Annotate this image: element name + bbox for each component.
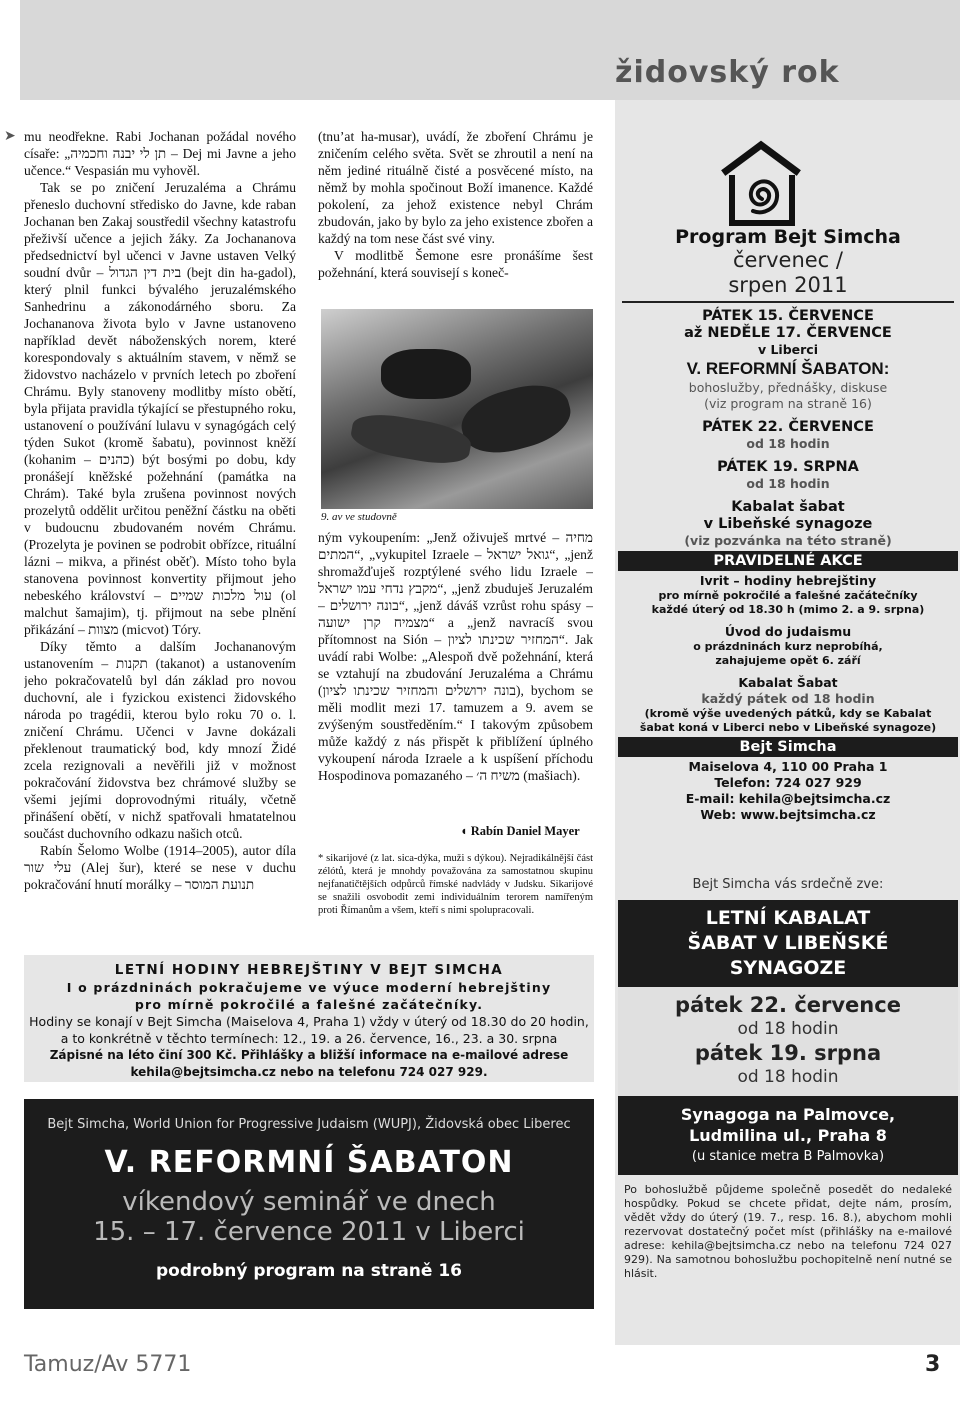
promo-title bbox=[618, 900, 958, 987]
summer-box-contact: Zápisné na léto činí 300 Kč. Přihlášky a bližší informace na e-mailové adrese bbox=[49, 1048, 569, 1062]
contact-email[interactable]: E-mail: kehila@bejtsimcha.cz bbox=[685, 791, 891, 806]
promo-dates bbox=[618, 987, 958, 1096]
header-band bbox=[20, 0, 640, 100]
program-title: Program Bejt Simcha bbox=[675, 226, 901, 248]
promo-date: pátek 19. srpna bbox=[694, 1041, 882, 1065]
program-item: (kromě výše uvedených pátků, kdy se Kabalat bbox=[644, 707, 932, 720]
program-item: od 18 hodin bbox=[746, 436, 830, 451]
seminar-organizers: Bejt Simcha, World Union for Progressive Judaism (WUPJ), Židovská obec Liberec bbox=[47, 1117, 571, 1132]
promo-date: pátek 22. července bbox=[675, 993, 901, 1017]
program-item: o prázdninách kurz neprobíhá, bbox=[693, 640, 883, 653]
program-item: (viz program na straně 16) bbox=[704, 396, 872, 411]
promo-intro: Bejt Simcha vás srdečně zve: bbox=[692, 877, 884, 892]
program-items bbox=[618, 308, 958, 549]
program-item: Ivrit – hodiny hebrejštiny bbox=[699, 573, 877, 588]
venue-sub: (u stanice metra B Palmovka) bbox=[691, 1149, 885, 1164]
article-column-2-top bbox=[318, 128, 593, 308]
summer-box-text: Hodiny se konají v Bejt Simcha (Maiselova 4, Praha 1) vždy v úterý od 18.30 do 20 hodin, bbox=[29, 1014, 589, 1029]
article-paragraph: Tak se po zničení Jeruzaléma a Chrámu přeneslo duchovní středisko do Javne, kde raban Jochanan ben Zakaj soustředil všechny katastrofu přeživší učence a jejich žáky. Za Jochananova předsednictví byl učenci v Javne ustaven Velký soudní dvůr – בית דין הגדול (bejt din ha-gadol), který plnil funkci bývalého jeruzalémského Sanhedrinu a zákonodárného sboru. Za Jochananova života bylo v Javne ustanoveno například devět náboženských norem, které korespondovaly s aktuálním stavem, v němž se židovstvo nacházelo v prvních letech po zboření Chrámu. Byly stanoveny modlitby místo obětí, byla přijata pravidla týkající se přestupného roku, ustanovení o používání lulavu v synagógách celý týden Sukot (kromě šabatu), povinnost kněží (kohanim – כהנים) být bosými po dobu, kdy pronášejí kněžské požehnání (památka na Chrám). Také byla zrušena povinnost nových prozelytů oddělit určitou peněžní částku na oběti v budoucnu zbudovaném novém Chrámu. (Prozelyta je povinen se podrobit obřízce, rituální lázni – mikva, a přinést oběť). Místo toho byla stanovena povinnost konvertity přijmout jeho nebeského království – עול מלכות שמיים (ol malchut šamajim), tj. přijmout na sebe plnění přikázání – מצוות (micvot) Tóry. bbox=[24, 180, 296, 637]
summer-hebrew-box bbox=[24, 955, 594, 1082]
venue-line: Synagoga na Palmovce, bbox=[680, 1105, 896, 1124]
regular-items bbox=[618, 573, 958, 735]
program-month: srpen 2011 bbox=[728, 273, 848, 297]
program-item: pro mírně pokročilé a falešné začátečníky bbox=[658, 589, 918, 602]
program-item: Kabalat Šabat bbox=[738, 675, 838, 690]
kabalat-shabat-promo bbox=[618, 876, 958, 1281]
summer-box-text: a to konkrétně v těchto termínech: 12., 19. a 26. července, 16., 23. a 30. srpna bbox=[60, 1031, 558, 1046]
organization-title: Bejt Simcha bbox=[618, 737, 958, 757]
program-item: v Liberci bbox=[757, 342, 819, 357]
article-paragraph: V modlitbě Šemone esre pronášíme šest požehnání, která souvisejí s koneč- bbox=[318, 248, 593, 280]
program-item: V. REFORMNÍ ŠABATON: bbox=[686, 359, 890, 378]
article-paragraph: (tnu’at ha-musar), uvádí, že zboření Chrámu je zničením celého světa. Svět se zhroutil a není na něm jediné rituálně čisté a posvěcené místo, na němž by mohla spočinout Boží imanence. Každé pokolení, za jehož existence nebyl Chrám zbudován, jako by bylo za jeho existence zbořen a každý na tom nese část své viny. bbox=[318, 129, 593, 246]
promo-title-line: ŠABAT V LIBEŇSKÉ bbox=[687, 932, 889, 954]
seminar-dates: 15. – 17. července 2011 v Liberci bbox=[93, 1217, 525, 1247]
author-signature bbox=[460, 824, 580, 839]
bullet-icon: ◖ bbox=[460, 824, 471, 838]
program-item: Kabalat šabat bbox=[731, 499, 845, 515]
promo-note: Po bohoslužbě půjdeme společně posedět do nedaleké hospůdky. Pokud se chcete přidat, dejte nám, prosím, vědět vždy do úterý (19. 7., resp. 16. 8.), abychom mohli rezervovat dostatečný počet míst (přihlášky na e-mailové adrese: kehila@bejtsimcha.cz nebo na telefonu 724 027 929). Na samotnou bohoslužbu pochopitelně není nutné se hlásit. bbox=[624, 1183, 952, 1280]
program-divider bbox=[622, 301, 954, 303]
article-photo bbox=[321, 309, 593, 509]
contact-phone: Telefon: 724 027 929 bbox=[714, 775, 862, 790]
program-item: PÁTEK 15. ČERVENCE bbox=[702, 308, 874, 324]
contact-address: Maiselova 4, 110 00 Praha 1 bbox=[688, 759, 888, 774]
sidebar-program bbox=[618, 226, 958, 823]
section-title: židovský rok bbox=[615, 55, 840, 90]
promo-title-line: SYNAGOZE bbox=[729, 957, 847, 979]
article-column-1 bbox=[24, 128, 296, 944]
summer-box-line: I o prázdninách pokračujeme ve výuce moderní hebrejštiny bbox=[66, 980, 552, 995]
photo-caption: 9. av ve studovně bbox=[321, 511, 397, 523]
program-item: PÁTEK 22. ČERVENCE bbox=[702, 419, 874, 435]
photo-figure bbox=[381, 349, 471, 399]
promo-title-line: LETNÍ KABALAT bbox=[705, 907, 871, 929]
seminar-box bbox=[24, 1099, 594, 1309]
article-paragraph: mu neodřekne. Rabi Jochanan požádal nového císaře: „תן לי יבנה וחכמיה – Dej mi Javne a jeho učence.“ Vespasián mu vyhověl. bbox=[24, 129, 296, 178]
program-item: šabat koná v Liberci nebo v Libeňské synagoze) bbox=[639, 721, 937, 734]
program-item: každé úterý od 18.30 h (mimo 2. a 9. srpna) bbox=[651, 603, 925, 616]
photo-figure bbox=[348, 409, 473, 469]
continuation-arrow-icon: ➤ bbox=[4, 129, 16, 144]
program-item: v Libeňské synagoze bbox=[703, 516, 873, 532]
promo-time: od 18 hodin bbox=[737, 1067, 839, 1087]
seminar-title: V. REFORMNÍ ŠABATON bbox=[104, 1145, 514, 1180]
issue-label: Tamuz/Av 5771 bbox=[24, 1352, 192, 1377]
promo-time: od 18 hodin bbox=[737, 1019, 839, 1039]
program-item: od 18 hodin bbox=[746, 476, 830, 491]
program-month: červenec / bbox=[733, 248, 843, 272]
seminar-program-ref: podrobný program na straně 16 bbox=[155, 1261, 463, 1281]
summer-box-title: LETNÍ HODINY HEBREJŠTINY V BEJT SIMCHA bbox=[114, 962, 504, 978]
promo-venue bbox=[618, 1096, 958, 1175]
summer-box-line: pro mírně pokročilé a falešné začátečníky. bbox=[134, 997, 484, 1012]
program-item: PÁTEK 19. SRPNA bbox=[717, 459, 859, 475]
program-item: každý pátek od 18 hodin bbox=[701, 691, 875, 706]
photo-figure bbox=[455, 376, 577, 462]
seminar-subtitle: víkendový seminář ve dnech bbox=[122, 1187, 496, 1217]
footnote: * sikarijové (z lat. sica-dýka, muži s dýkou). Nejradikálnější část zélótů, která je mnohdy považována za samostatnou skupinu nejfanatičtějších odpůrců římské nadvlády v Judsku. Sikarijové se snažili osvobodit zemi individuálním terorem namířeným proti Římanům a všem, kteří s nimi spolupracovali. bbox=[318, 853, 593, 916]
article-paragraph: ným vykoupením: „Jenž oživuješ mrtvé – מחיה המתים“, „vykupitel Izraele – גואל ישראל“, „jenž shromažďuješ rozptýlené svého lidu Izraele – מקבץ נדחי עמו ישראל“, „jenž zbuduješ Jeruzalém – בונה ירושלים“, „jenž dáváš vzrůst rohu spásy – מצמיח קרן ישועה“ a „jenž navracíš svou přítomnost na Sión – המחזיר שכינתו לציון“. Jak uvádí rabi Wolbe: „Alespoň dvě požehnání, která se vztahují na zbudování Jeruzaléma a Chrámu (בונה ירושלים והמחזיר שכינתו לציון), bychom se měli modlit mezi 17. tamuzem a 9. avem se zvýšeným soustředěním.“ I takovým způsobem může každý z nás přispět k přiblížení úplného vykoupení národa Izraele a k uspíšení příchodu Hospodinova pomazaného – משיח ה׳ (mašiach). bbox=[318, 530, 593, 783]
page-number: 3 bbox=[925, 1352, 941, 1377]
article-paragraph: Rabín Šelomo Wolbe (1914–2005), autor díla עלי שור (Alej šur), které se nese v duchu pokračování hnutí morálky – תנועת המוסר bbox=[24, 843, 296, 892]
summer-box-contact: kehila@bejtsimcha.cz nebo na telefonu 724 027 929. bbox=[130, 1065, 488, 1079]
article-paragraph: Díky těmto a dalším Jochananovým ustanovením – תקנות (takanot) a ustanovením jeho pokračovatelů byl dán základ pro novou duchovní, ale i fyzickou existenci židovského národa po tragédii, kterou bylo roku 70 o. l. zničení Chrámu. Učenci v Javne dokázali překlenout traumatický bod, kdy mnozí Židé zcela rezignovali a nevěřili již v možnost pokračování židovstva bez chrámové služby se všemi jejími doprovodnými rituály, včetně přinášení obětí, v nichž spatřovali hmatatelnou součást duchovního odkazu našich otců. bbox=[24, 639, 296, 841]
bejt-simcha-logo-icon bbox=[706, 133, 816, 228]
article-column-2-bottom bbox=[318, 529, 593, 841]
venue-line: Ludmilina ul., Praha 8 bbox=[689, 1126, 887, 1145]
regular-events-title: PRAVIDELNÉ AKCE bbox=[618, 551, 958, 571]
author-name: Rabín Daniel Mayer bbox=[470, 824, 580, 838]
program-item: bohoslužby, přednášky, diskuse bbox=[688, 380, 888, 395]
program-item: Úvod do judaismu bbox=[724, 624, 852, 639]
program-item: až NEDĚLE 17. ČERVENCE bbox=[684, 325, 892, 341]
program-item: (viz pozvánka na této straně) bbox=[684, 533, 892, 548]
contact-website[interactable]: Web: www.bejtsimcha.cz bbox=[700, 807, 876, 822]
program-item: zahajujeme opět 6. září bbox=[715, 654, 861, 667]
